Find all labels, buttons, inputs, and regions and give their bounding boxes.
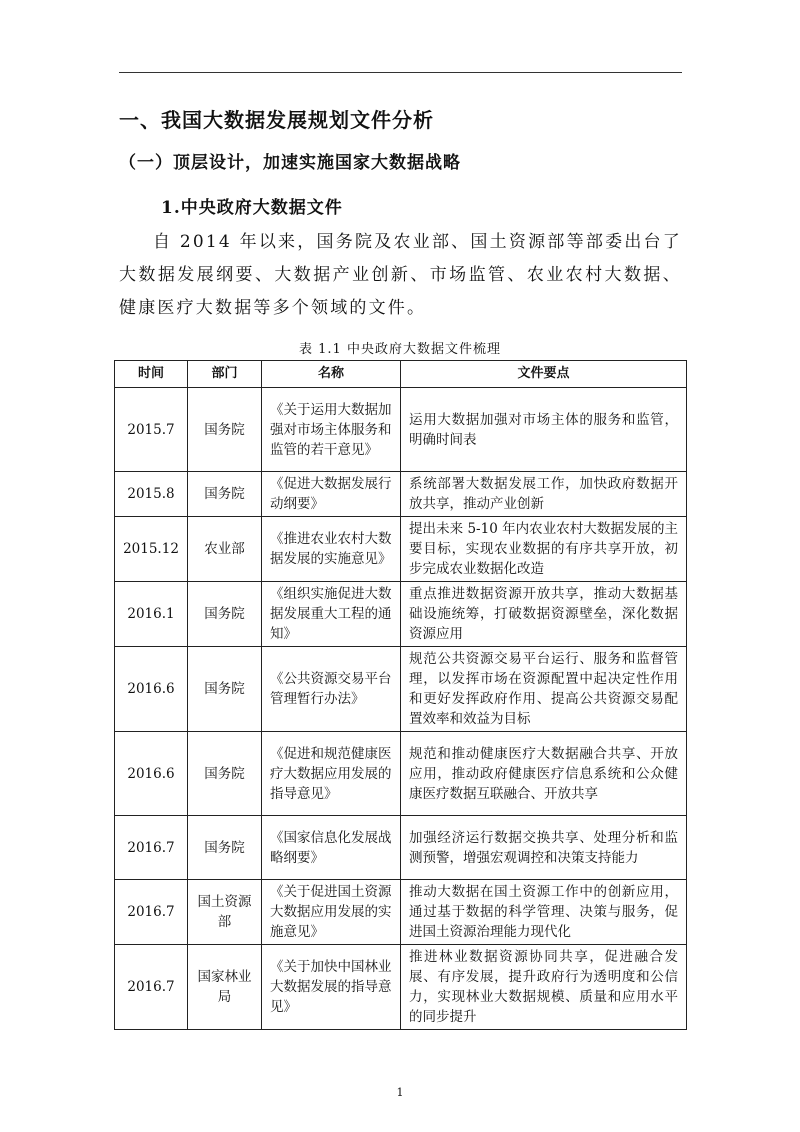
- cell-time: 2015.7: [115, 388, 188, 472]
- cell-points: 推动大数据在国土资源工作中的创新应用，通过基于数据的科学管理、决策与服务，促进国土资源治理能力现代化: [401, 880, 687, 945]
- cell-dept: 国务院: [188, 647, 262, 732]
- cell-points: 重点推进数据资源开放共享，推动大数据基础设施统筹，打破数据资源壁垒，深化数据资源应用: [401, 582, 687, 647]
- col-header-name: 名称: [262, 361, 401, 388]
- cell-time: 2016.7: [115, 945, 188, 1030]
- cell-time: 2016.7: [115, 816, 188, 880]
- cell-dept: 国务院: [188, 472, 262, 517]
- cell-name: 《组织实施促进大数据发展重大工程的通知》: [262, 582, 401, 647]
- table-row: [115, 880, 687, 945]
- cell-dept: 国家林业局: [188, 945, 262, 1030]
- page-number: 1: [396, 1086, 404, 1099]
- header-rule: [119, 72, 682, 73]
- table-row: [115, 582, 687, 647]
- cell-name: 《关于促进国土资源大数据应用发展的实施意见》: [262, 880, 401, 945]
- table-header-row: [115, 361, 687, 388]
- table-row: [115, 647, 687, 732]
- cell-name: 《促进和规范健康医疗大数据应用发展的指导意见》: [262, 732, 401, 816]
- col-header-time: 时间: [115, 361, 188, 388]
- cell-points: 规范公共资源交易平台运行、服务和监督管理，以发挥市场在资源配置中起决定性作用和更好发挥政府作用、提高公共资源交易配置效率和效益为目标: [401, 647, 687, 732]
- cell-name: 《国家信息化发展战略纲要》: [262, 816, 401, 880]
- cell-name: 《促进大数据发展行动纲要》: [262, 472, 401, 517]
- table-row: [115, 472, 687, 517]
- table-row: [115, 517, 687, 582]
- body-paragraph: 自 2014 年以来，国务院及农业部、国土资源部等部委出台了大数据发展纲要、大数据产业创新、市场监管、农业农村大数据、健康医疗大数据等多个领域的文件。: [119, 232, 682, 318]
- cell-dept: 国务院: [188, 388, 262, 472]
- cell-points: 提出未来 5-10 年内农业农村大数据发展的主要目标，实现农业数据的有序共享开放，初步完成农业数据化改造: [401, 517, 687, 582]
- policy-table: [114, 360, 687, 1030]
- table-row: [115, 732, 687, 816]
- cell-dept: 国务院: [188, 816, 262, 880]
- col-header-dept: 部门: [188, 361, 262, 388]
- heading-1: 一、我国大数据发展规划文件分析: [119, 108, 434, 132]
- cell-time: 2015.8: [115, 472, 188, 517]
- heading-3: 1.中央政府大数据文件: [161, 198, 343, 218]
- cell-name: 《推进农业农村大数据发展的实施意见》: [262, 517, 401, 582]
- cell-points: 加强经济运行数据交换共享、处理分析和监测预警，增强宏观调控和决策支持能力: [401, 816, 687, 880]
- cell-points: 运用大数据加强对市场主体的服务和监管，明确时间表: [401, 388, 687, 472]
- cell-points: 规范和推动健康医疗大数据融合共享、开放应用，推动政府健康医疗信息系统和公众健康医疗数据互联融合、开放共享: [401, 732, 687, 816]
- col-header-points: 文件要点: [401, 361, 687, 388]
- cell-time: 2015.12: [115, 517, 188, 582]
- cell-dept: 国务院: [188, 732, 262, 816]
- table-row: [115, 388, 687, 472]
- cell-name: 《关于运用大数据加强对市场主体服务和监管的若干意见》: [262, 388, 401, 472]
- table-row: [115, 816, 687, 880]
- heading-2: （一）顶层设计，加速实施国家大数据战略: [119, 153, 461, 173]
- table-row: [115, 945, 687, 1030]
- cell-time: 2016.1: [115, 582, 188, 647]
- table-caption: 表 1.1 中央政府大数据文件梳理: [299, 342, 501, 357]
- cell-name: 《公共资源交易平台管理暂行办法》: [262, 647, 401, 732]
- cell-time: 2016.7: [115, 880, 188, 945]
- cell-name: 《关于加快中国林业大数据发展的指导意见》: [262, 945, 401, 1030]
- cell-time: 2016.6: [115, 732, 188, 816]
- cell-points: 系统部署大数据发展工作，加快政府数据开放共享，推动产业创新: [401, 472, 687, 517]
- cell-dept: 国土资源部: [188, 880, 262, 945]
- cell-dept: 农业部: [188, 517, 262, 582]
- cell-time: 2016.6: [115, 647, 188, 732]
- cell-dept: 国务院: [188, 582, 262, 647]
- cell-points: 推进林业数据资源协同共享，促进融合发展、有序发展，提升政府行为透明度和公信力，实现林业大数据规模、质量和应用水平的同步提升: [401, 945, 687, 1030]
